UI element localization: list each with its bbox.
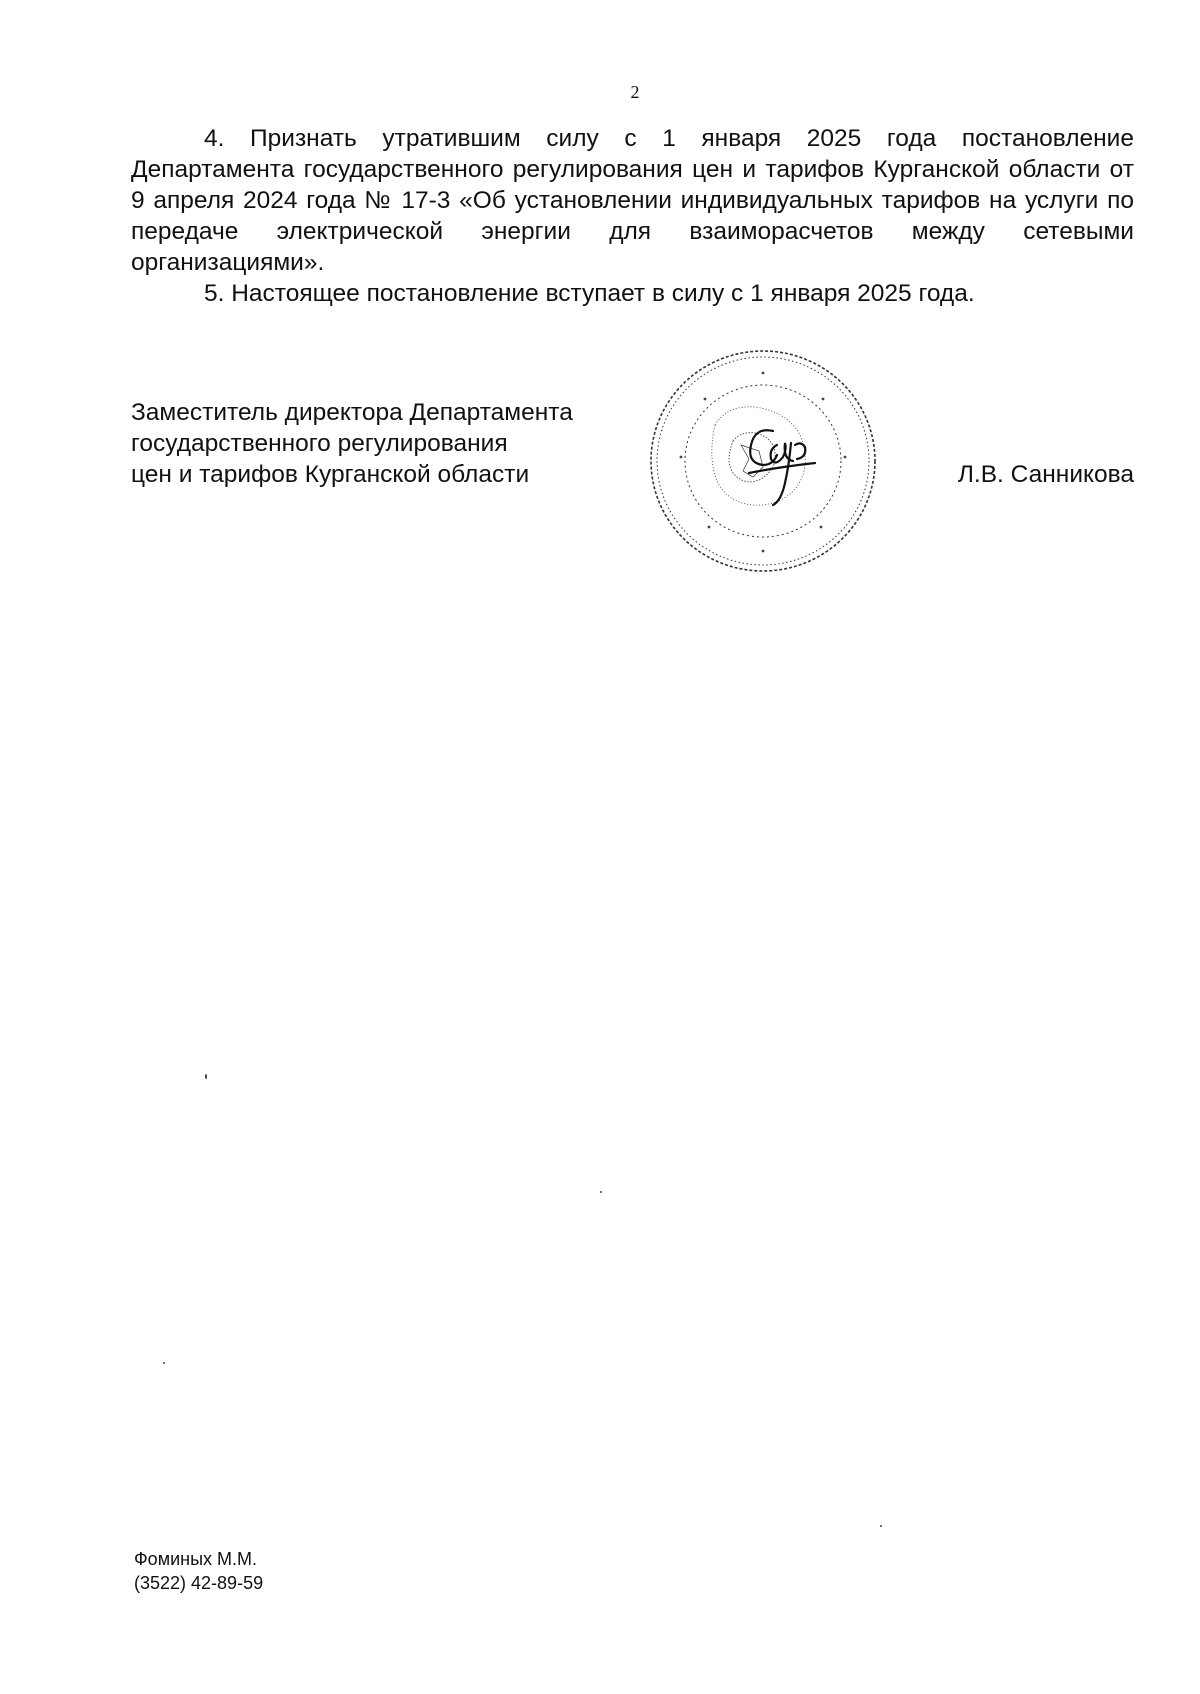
executor-info bbox=[134, 1547, 263, 1595]
signer-name: Л.В. Санникова bbox=[957, 461, 1134, 488]
executor-name: Фоминых М.М. bbox=[134, 1549, 257, 1569]
scan-speck bbox=[205, 1074, 207, 1079]
signer-position-line: цен и тарифов Курганской области bbox=[131, 461, 530, 488]
scan-speck bbox=[163, 1362, 165, 1364]
document-body bbox=[131, 123, 1134, 309]
handwritten-signature-icon bbox=[749, 430, 815, 505]
executor-phone: (3522) 42-89-59 bbox=[134, 1573, 264, 1593]
signer-position-line: Заместитель директора Департамента bbox=[131, 399, 573, 426]
page-number: 2 bbox=[630, 82, 640, 102]
scan-speck bbox=[880, 1525, 882, 1527]
paragraph-5: 5. Настоящее постановление вступает в силу с 1 января 2025 года. bbox=[204, 280, 975, 307]
official-seal-icon bbox=[645, 345, 881, 577]
signer-position bbox=[131, 397, 573, 490]
signer-position-line: государственного регулирования bbox=[131, 430, 508, 457]
scan-speck bbox=[600, 1191, 602, 1193]
paragraph-4: 4. Признать утратившим силу с 1 января 2025 года постановление Департамента государственного регулирования цен и тарифов Курганской области от 9 апреля 2024 года № 17-3 «Об установлении индивидуальных тарифов на услуги по передаче электрической энергии для взаиморасчетов между сетевыми организациями». bbox=[131, 125, 1134, 276]
